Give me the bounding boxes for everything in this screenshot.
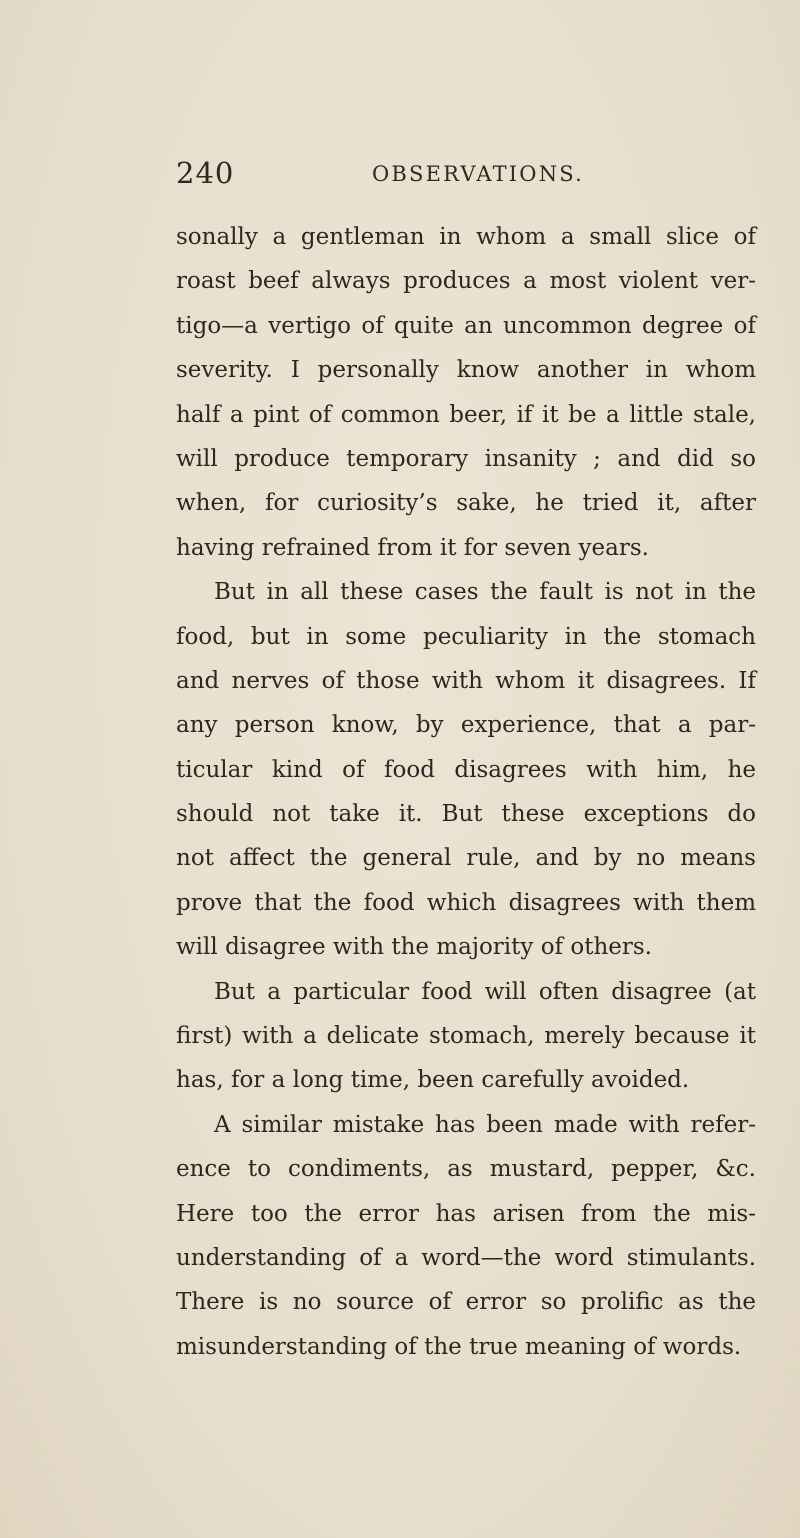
text-line: Here too the error has arisen from the mis-: [176, 1200, 756, 1227]
text-line: prove that the food which disagrees with them: [176, 889, 756, 916]
text-line: will produce temporary insanity ; and did so: [176, 445, 756, 472]
text-line: roast beef always produces a most violent ver-: [176, 268, 756, 295]
paragraph-start-line: A similar mistake has been made with refer-: [214, 1111, 756, 1138]
text-line: and nerves of those with whom it disagrees. If: [176, 667, 756, 694]
text-line: half a pint of common beer, if it be a little stale,: [176, 401, 756, 428]
text-line: tigo—a vertigo of quite an uncommon degree of: [176, 312, 756, 339]
paragraph-start-line: But a particular food will often disagree (at: [214, 978, 756, 1005]
running-title: OBSERVATIONS.: [372, 162, 584, 186]
text-line: ticular kind of food disagrees with him, he: [176, 756, 756, 783]
text-line: sonally a gentleman in whom a small slice of: [176, 224, 756, 250]
text-line: understanding of a word—the word stimulants.: [176, 1244, 756, 1271]
text-line: having refrained from it for seven years.: [176, 534, 649, 561]
paragraph-start-line: But in all these cases the fault is not in the: [214, 579, 756, 606]
text-line: should not take it. But these exceptions do: [176, 801, 756, 828]
page-number: 240: [176, 156, 235, 190]
text-line: when, for curiosity’s sake, he tried it, after: [176, 490, 756, 517]
body-text: [176, 215, 756, 1369]
text-line: any person know, by experience, that a par-: [176, 712, 756, 739]
text-line: first) with a delicate stomach, merely because it: [176, 1023, 756, 1050]
text-line: not affect the general rule, and by no means: [176, 845, 756, 872]
running-head: [176, 156, 766, 196]
text-line: severity. I personally know another in whom: [176, 357, 756, 384]
text-line: will disagree with the majority of others.: [176, 934, 652, 961]
text-line: has, for a long time, been carefully avoided.: [176, 1067, 690, 1094]
text-line: ence to condiments, as mustard, pepper, &c.: [176, 1156, 756, 1183]
text-line: food, but in some peculiarity in the stomach: [176, 623, 756, 650]
text-line: There is no source of error so prolific as the: [176, 1289, 756, 1316]
text-line: misunderstanding of the true meaning of words.: [176, 1333, 742, 1360]
